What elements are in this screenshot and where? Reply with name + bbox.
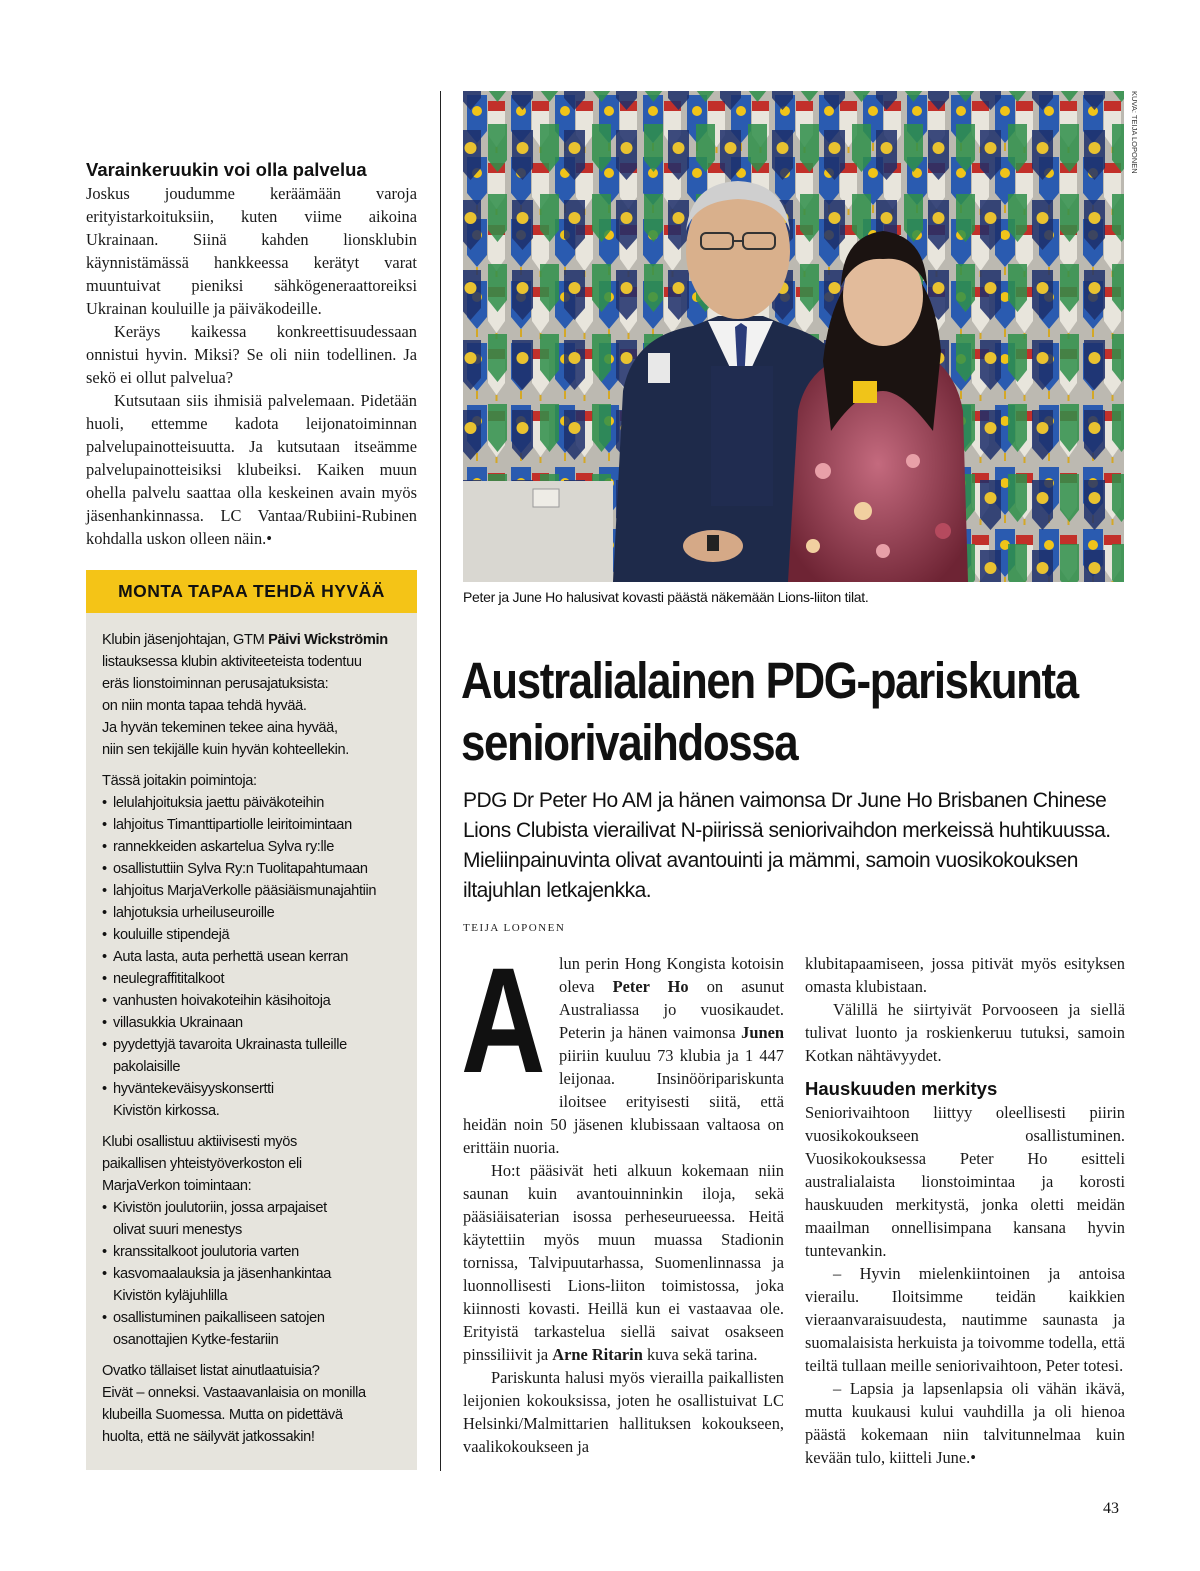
- sidebox-intro-before: Klubin jäsenjohtajan, GTM: [102, 632, 269, 648]
- photo-illustration: [463, 91, 1124, 582]
- list-item: • kranssitalkoot joulutoria varten: [102, 1241, 407, 1263]
- sidebox-intro-name: Päivi Wickströmin: [268, 632, 388, 648]
- article-byline: TEIJA LOPONEN: [463, 922, 566, 934]
- fundraising-paragraph-3: Kutsutaan siis ihmisiä palvelemaan. Pidetään huoli, ettemme kadota leijonatoiminnan palvelupainotteisuutta. Ja kutsutaan itseämme palvelupainotteisiksi klubeiksi. Kaiken muun ohella palvelu saattaa olla keskeinen avain myös jäsenhankinnassa. LC Vantaa/Rubiini-Rubinen kohdalla uskon olleen näin.•: [86, 391, 417, 548]
- list-item: • kouluille stipendejä: [102, 924, 407, 946]
- list-item: • lahjoitus Timanttipartiolle leiritoimintaan: [102, 814, 407, 836]
- headline-line-1: Australialainen PDG-pariskunta: [461, 652, 1078, 709]
- p1-name-june: Junen: [741, 1023, 784, 1042]
- article-paragraph-3: Pariskunta halusi myös vierailla paikallisten leijonien kokouksissa, joten he osallistuivat LC Helsinki/Malmittarien hallituksen kokoukseen, vaalikokoukseen ja: [463, 1368, 784, 1456]
- p1-text-c: piiriin kuuluu 73 klubia ja 1 447 leijonaa. Insinööripariskunta iloitsee erityisesti siitä, että heidän noin 50 jäsenen klubissaan valtaosa on erittäin nuoria.: [463, 1046, 784, 1157]
- photo-credit: [1128, 91, 1140, 181]
- list-item: • vanhusten hoivakoteihin käsihoitoja: [102, 990, 407, 1012]
- article-paragraph-4: klubitapaamiseen, jossa pitivät myös esityksen omasta klubistaan.: [805, 954, 1125, 996]
- p2-text-b: kuva sekä tarina.: [642, 1345, 758, 1364]
- list-item: • pyydettyjä tavaroita Ukrainasta tulleille pakolaisille: [102, 1034, 407, 1078]
- sidebox-title: MONTA TAPAA TEHDÄ HYVÄÄ: [86, 570, 417, 613]
- photo-credit-text: KUVA: TEIJA LOPONEN: [1130, 91, 1139, 174]
- p1-name-peter: Peter Ho: [612, 977, 689, 996]
- p2-text-a: Ho:t pääsivät heti alkuun kokemaan niin saunan kuin avantouinninkin iloja, sekä pääsiäisaterian isossa perheseurueessa. Heitä käytettiin myös muun muassa Stadionin tornissa, Talvipuutarhassa, Suomenlinnassa ja luonnollisesti Lions-liiton toimistossa, joka kiinnosti kovasti. Heillä kun ei vastaavaa ole. Erityistä tarkastelua siellä saivat osakseen pinssiliivit ja: [463, 1161, 784, 1364]
- list-item: • Kivistön joulutoriin, jossa arpajaiset olivat suuri menestys: [102, 1197, 407, 1241]
- list-item: • lahjotuksia urheiluseuroille: [102, 902, 407, 924]
- p2-name-arne: Arne Ritarin: [552, 1345, 643, 1364]
- article-subheading: Hauskuuden merkitys: [805, 1078, 998, 1099]
- list-item: • rannekkeiden askartelua Sylva ry:lle: [102, 836, 407, 858]
- list-item: • lelulahjoituksia jaettu päiväkoteihin: [102, 792, 407, 814]
- p1-text-a: lun perin Hong Kongista kotoisin oleva: [559, 954, 784, 996]
- left-column: [86, 158, 417, 550]
- headline-line-2: seniorivaihdossa: [461, 714, 798, 771]
- list-item: • neulegraffititalkoot: [102, 968, 407, 990]
- article-column-1: [461, 936, 785, 1458]
- article-paragraph-5: Välillä he siirtyivät Porvooseen ja siellä tulivat luonto ja roskienkeruu tutuksi, samoin Kotkan nähtävyydet.: [805, 1000, 1125, 1065]
- list-item: • osallistuttiin Sylva Ry:n Tuolitapahtumaan: [102, 858, 407, 880]
- list-item: • lahjoitus MarjaVerkolle pääsiäismunajahtiin: [102, 880, 407, 902]
- photo-caption: Peter ja June Ho halusivat kovasti päästä näkemään Lions-liiton tilat.: [463, 589, 869, 605]
- list-item: • Auta lasta, auta perhettä usean kerran: [102, 946, 407, 968]
- sidebox-body: [86, 613, 417, 1448]
- article-paragraph-2: [463, 1159, 784, 1366]
- sidebox-list1-title: Tässä joitakin poimintoja:: [102, 773, 257, 789]
- fundraising-heading: Varainkeruukin voi olla palvelua: [86, 159, 367, 180]
- page-number: 43: [1103, 1500, 1119, 1517]
- sidebox-list1: [102, 792, 407, 1122]
- article-lead: PDG Dr Peter Ho AM ja hänen vaimonsa Dr June Ho Brisbanen Chinese Lions Clubista vierailivat N-piirissä seniorivaihdon merkeissä huhtikuussa. Mieliinpainuvinta olivat avantouinti ja mämmi, samoin vuosikokouksen iltajuhlan letkajenkka.: [463, 789, 1111, 902]
- article-paragraph-6: Seniorivaihtoon liittyy oleellisesti piirin vuosikokoukseen osallistuminen. Vuosikokouksessa Peter Ho esitteli australialaista lionstoimintaa ja korosti hauskuuden merkitystä, jonka oletti meidän maailman onnellisimpana kansana hyvin tuntevankin.: [805, 1103, 1125, 1260]
- list-item: • osallistuminen paikalliseen satojen osanottajien Kytke-festariin: [102, 1307, 407, 1351]
- fundraising-paragraph-2: Keräys kaikessa konkreettisuudessaan onnistui hyvin. Miksi? Se oli niin todellinen. Ja sekö ei ollut palvelua?: [86, 322, 417, 387]
- list-item: • kasvomaalauksia ja jäsenhankintaa Kivistön kyläjuhlilla: [102, 1263, 407, 1307]
- column-divider: [440, 91, 441, 1471]
- article-paragraph-8: – Lapsia ja lapsenlapsia oli vähän ikävä, mutta kuukausi kului vauhdilla ja oli hienoa päästä kokemaan niin talvitunnelmaa kuin kevään tulo, kiitteli June.•: [805, 1379, 1125, 1467]
- sidebox-intro-after: listauksessa klubin aktiviteeteista todentuu eräs lionstoiminnan perusajatuksista: on niin monta tapaa tehdä hyvää. Ja hyvän tekeminen tekee aina hyvää, niin sen tekijälle kuin hyvän kohteellekin.: [102, 654, 362, 758]
- fundraising-paragraph-1: Joskus joudumme keräämään varoja erityistarkoituksiin, kuten viime aikoina Ukrainaan. Siinä kahden lionsklubin käynnistämässä hankkeessa kerätyt varat muuntuivat pieniksi sähkögeneraattoreiksi Ukrainan kouluille ja päiväkodeille.: [86, 184, 417, 318]
- sidebox: [86, 570, 417, 1470]
- article-paragraph-7: – Hyvin mielenkiintoinen ja antoisa vierailu. Iloitsimme teidän kaikkien vieraanvaraisuudesta, nautimme saunasta ja suomalaisista herkuista ja toivomme todella, että teiltä tullaan meille seniorivaihtoon, Peter totesi.: [805, 1264, 1125, 1375]
- drop-cap: A: [461, 936, 546, 1104]
- article-headline: [461, 650, 1132, 774]
- sidebox-intro: [102, 629, 407, 761]
- sidebox-outro: Ovatko tällaiset listat ainutlaatuisia? Eivät – onneksi. Vastaavanlaisia on monilla klubeilla Suomessa. Mutta on pidettävä huolta, että ne säilyvät jatkossakin!: [102, 1363, 366, 1445]
- list-item: • hyväntekeväisyyskonsertti Kivistön kirkossa.: [102, 1078, 407, 1122]
- article-paragraph-1: [461, 936, 785, 1159]
- article-photo: [463, 91, 1124, 582]
- sidebox-list2-title: Klubi osallistuu aktiivisesti myös paikallisen yhteistyöverkoston eli MarjaVerkon toimintaan:: [102, 1134, 302, 1194]
- list-item: • villasukkia Ukrainaan: [102, 1012, 407, 1034]
- p1-text-b: on asunut Australiassa jo vuosikaudet. Peterin ja hänen vaimonsa: [559, 977, 785, 1042]
- sidebox-list2: [102, 1197, 407, 1351]
- article-column-2: [805, 952, 1125, 1469]
- fundraising-text: [86, 182, 417, 550]
